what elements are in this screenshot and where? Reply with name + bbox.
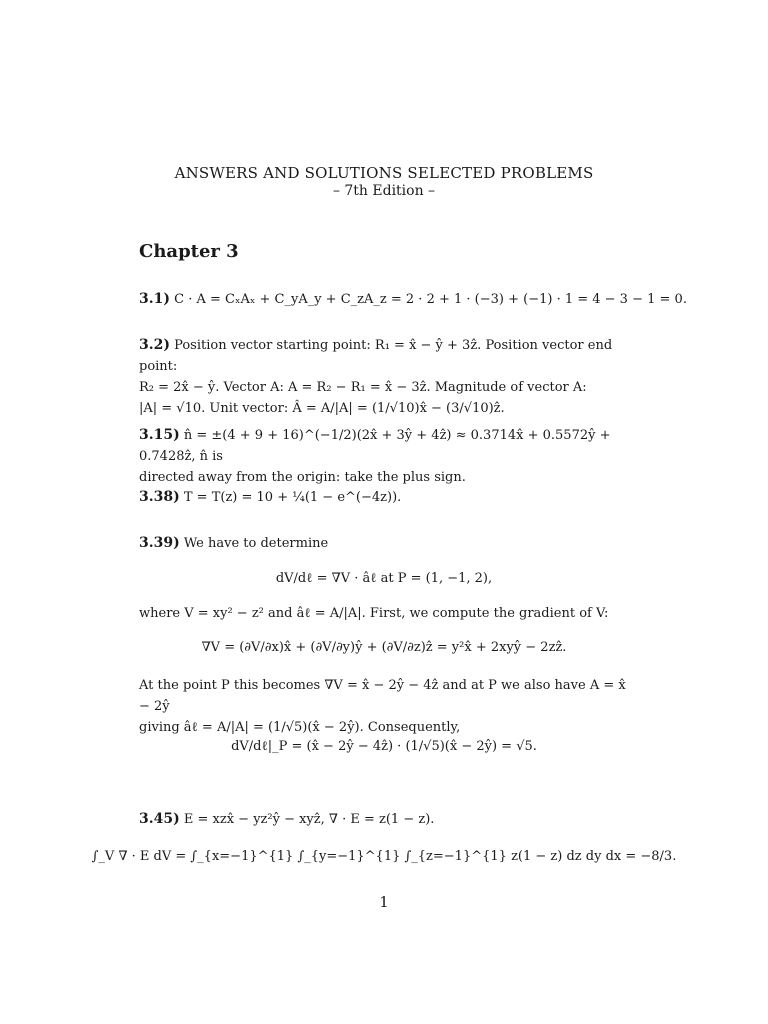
problem-number: 3.2) (139, 337, 170, 353)
problem-3-1 (139, 289, 687, 310)
chapter-heading: Chapter 3 (139, 241, 239, 262)
document-title: ANSWERS AND SOLUTIONS SELECTED PROBLEMS (174, 164, 594, 182)
problem-3-2 (139, 335, 629, 419)
problem-number: 3.1) (139, 291, 170, 307)
problem-number: 3.45) (139, 811, 180, 827)
problem-line: |A| = √10. Unit vector: Â = A/|A| = (1/√10)x̂ − (3/√10)ẑ. (139, 401, 505, 416)
problem-intro: We have to determine (183, 536, 329, 551)
problem-number: 3.38) (139, 489, 180, 505)
equation-gradient: ∇V = (∂V/∂x)x̂ + (∂V/∂y)ŷ + (∂V/∂z)ẑ = y²x̂ + 2xyŷ − 2zẑ. (201, 640, 567, 655)
equation-divergence-integral: ∫_V ∇ · E dV = ∫_{x=−1}^{1} ∫_{y=−1}^{1} ∫_{z=−1}^{1} z(1 − z) dz dy dx = −8/3. (91, 849, 677, 864)
problem-number: 3.15) (139, 427, 180, 443)
problem-3-38 (139, 487, 401, 508)
page-number: 1 (379, 893, 389, 911)
problem-3-15 (139, 425, 629, 488)
problem-number: 3.39) (139, 535, 180, 551)
problem-3-45 (139, 809, 434, 830)
problem-3-39 (139, 533, 328, 554)
problem-line: Position vector starting point: R₁ = x̂ − ŷ + 3ẑ. Position vector end point: (139, 338, 613, 374)
problem-text: T = T(z) = 10 + ¼(1 − e^(−4z)). (183, 490, 402, 505)
problem-text: E = xzx̂ − yz²ŷ − xyẑ, ∇ · E = z(1 − z). (183, 812, 435, 827)
problem-line: where V = xy² − z² and âℓ = A/|A|. First, we compute the gradient of V: (139, 606, 609, 621)
problem-line: n̂ = ±(4 + 9 + 16)^(−1/2)(2x̂ + 3ŷ + 4ẑ) ≈ 0.3714x̂ + 0.5572ŷ + 0.7428ẑ, n̂ is (139, 428, 611, 464)
problem-line: directed away from the origin: take the plus sign. (139, 470, 466, 485)
edition-subtitle: – 7th Edition – (332, 183, 436, 199)
problem-text: C · A = CₓAₓ + C_yA_y + C_zA_z = 2 · 2 + 1 · (−3) + (−1) · 1 = 4 − 3 − 1 = 0. (174, 292, 687, 307)
equation-result: dV/dℓ|_P = (x̂ − 2ŷ − 4ẑ) · (1/√5)(x̂ − 2ŷ) = √5. (231, 739, 537, 754)
problem-line: R₂ = 2x̂ − ŷ. Vector A: A = R₂ − R₁ = x̂ − 3ẑ. Magnitude of vector A: (139, 380, 587, 395)
equation-directional-derivative: dV/dℓ = ∇V · âℓ at P = (1, −1, 2), (275, 571, 493, 586)
problem-line: giving âℓ = A/|A| = (1/√5)(x̂ − 2ŷ). Consequently, (139, 720, 461, 735)
problem-3-39-continued (139, 675, 629, 738)
problem-line: At the point P this becomes ∇V = x̂ − 2ŷ − 4ẑ and at P we also have A = x̂ − 2ŷ (139, 678, 626, 714)
